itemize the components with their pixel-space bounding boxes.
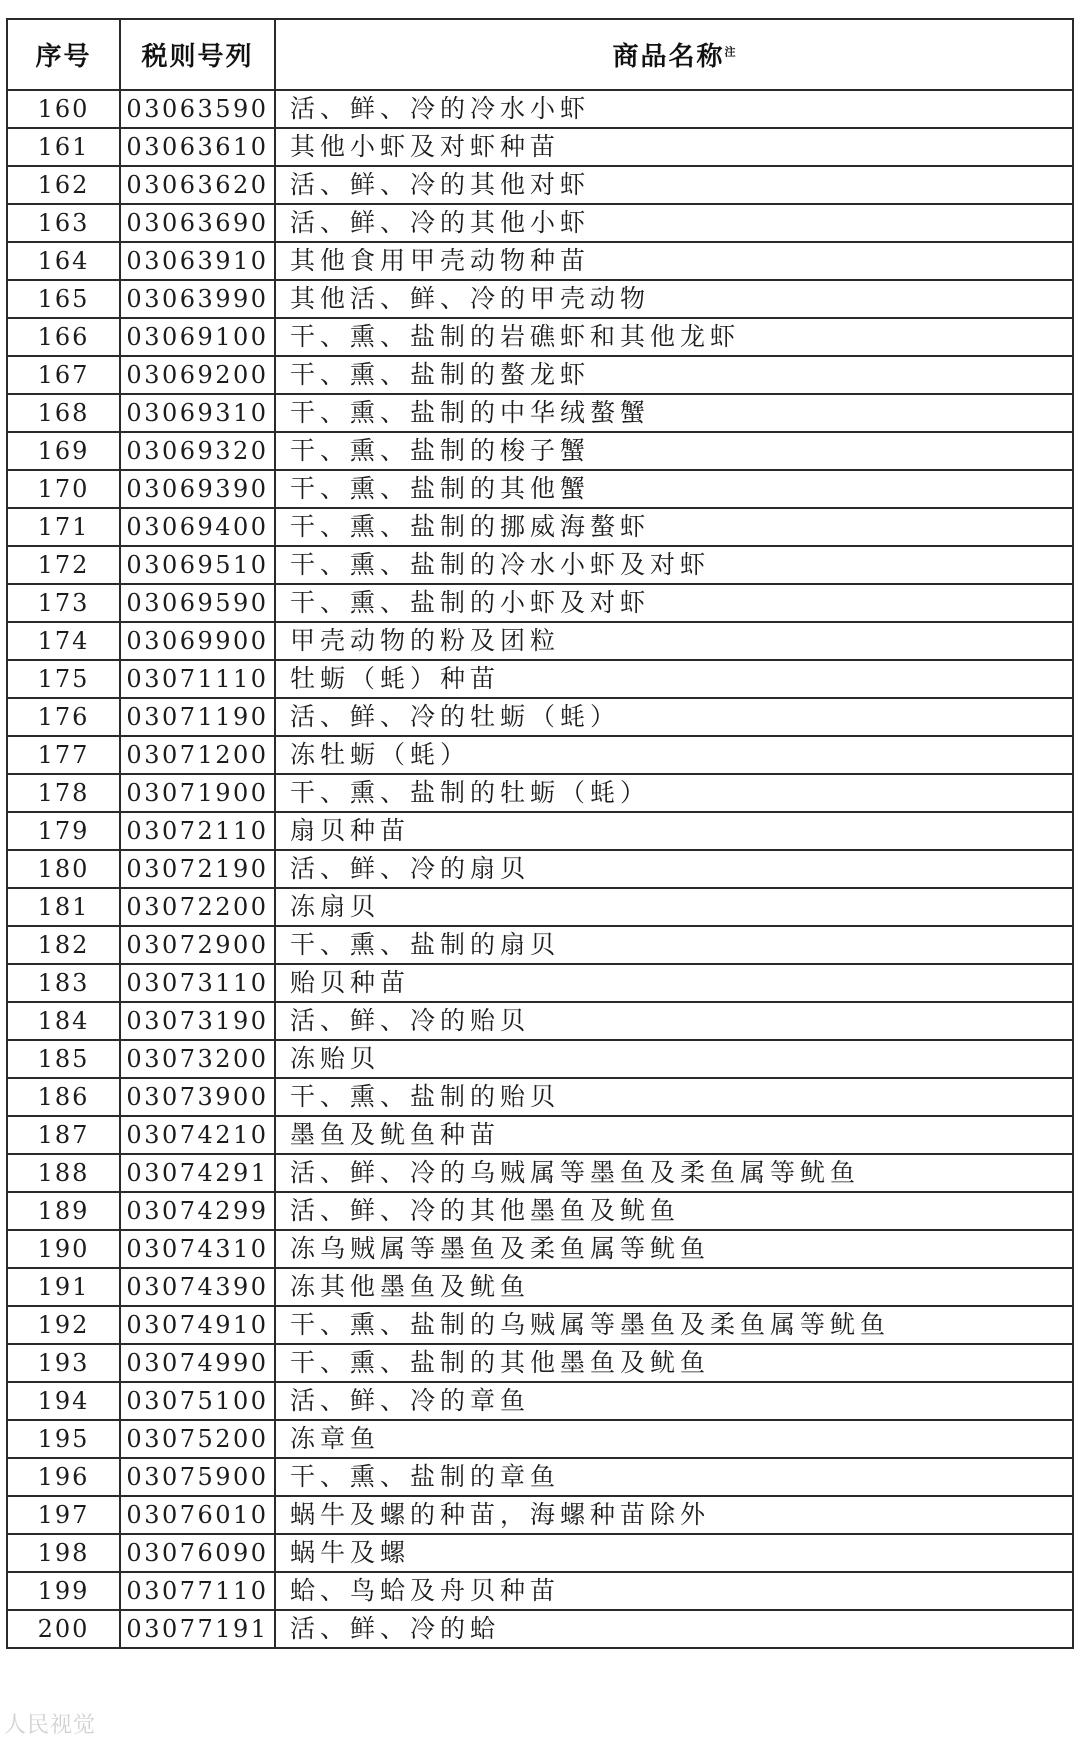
product-name-cell: 墨鱼及鱿鱼种苗	[275, 1116, 1073, 1154]
seq-cell: 163	[7, 204, 120, 242]
seq-cell: 187	[7, 1116, 120, 1154]
table-row	[7, 90, 1073, 128]
tariff-code-cell: 03063620	[120, 166, 275, 204]
seq-cell: 172	[7, 546, 120, 584]
tariff-code-cell: 03072200	[120, 888, 275, 926]
product-name-cell: 冻章鱼	[275, 1420, 1073, 1458]
product-name-cell: 其他活、鲜、冷的甲壳动物	[275, 280, 1073, 318]
seq-cell: 195	[7, 1420, 120, 1458]
tariff-code-cell: 03063690	[120, 204, 275, 242]
tariff-code-cell: 03074390	[120, 1268, 275, 1306]
seq-cell: 199	[7, 1572, 120, 1610]
product-name-cell: 冻乌贼属等墨鱼及柔鱼属等鱿鱼	[275, 1230, 1073, 1268]
product-name-cell: 干、熏、盐制的小虾及对虾	[275, 584, 1073, 622]
product-name-cell: 干、熏、盐制的扇贝	[275, 926, 1073, 964]
table-header	[7, 19, 1073, 90]
watermark: 人民视觉	[4, 1713, 97, 1738]
tariff-code-cell: 03063910	[120, 242, 275, 280]
tariff-table	[6, 18, 1074, 1649]
tariff-code-cell: 03073190	[120, 1002, 275, 1040]
seq-cell: 160	[7, 90, 120, 128]
seq-cell: 186	[7, 1078, 120, 1116]
seq-cell: 179	[7, 812, 120, 850]
product-name-cell: 活、鲜、冷的其他小虾	[275, 204, 1073, 242]
table-row	[7, 1230, 1073, 1268]
product-name-cell: 蛤、鸟蛤及舟贝种苗	[275, 1572, 1073, 1610]
tariff-code-cell: 03074291	[120, 1154, 275, 1192]
tariff-code-cell: 03063610	[120, 128, 275, 166]
product-name-cell: 干、熏、盐制的冷水小虾及对虾	[275, 546, 1073, 584]
table-row	[7, 470, 1073, 508]
seq-cell: 182	[7, 926, 120, 964]
table-row	[7, 698, 1073, 736]
tariff-code-cell: 03074910	[120, 1306, 275, 1344]
product-name-cell: 干、熏、盐制的贻贝	[275, 1078, 1073, 1116]
tariff-code-cell: 03076010	[120, 1496, 275, 1534]
table-row	[7, 1268, 1073, 1306]
seq-cell: 184	[7, 1002, 120, 1040]
seq-cell: 196	[7, 1458, 120, 1496]
seq-cell: 181	[7, 888, 120, 926]
table-row	[7, 1344, 1073, 1382]
table-row	[7, 1458, 1073, 1496]
table-row	[7, 1154, 1073, 1192]
product-name-cell: 甲壳动物的粉及团粒	[275, 622, 1073, 660]
table-row	[7, 128, 1073, 166]
seq-cell: 191	[7, 1268, 120, 1306]
tariff-code-cell: 03069400	[120, 508, 275, 546]
tariff-code-cell: 03069200	[120, 356, 275, 394]
product-name-cell: 活、鲜、冷的章鱼	[275, 1382, 1073, 1420]
product-name-cell: 活、鲜、冷的牡蛎（蚝）	[275, 698, 1073, 736]
tariff-code-cell: 03075900	[120, 1458, 275, 1496]
tariff-code-cell: 03069320	[120, 432, 275, 470]
tariff-code-cell: 03071190	[120, 698, 275, 736]
product-name-cell: 干、熏、盐制的牡蛎（蚝）	[275, 774, 1073, 812]
seq-cell: 193	[7, 1344, 120, 1382]
product-name-cell: 干、熏、盐制的乌贼属等墨鱼及柔鱼属等鱿鱼	[275, 1306, 1073, 1344]
product-name-cell: 冻贻贝	[275, 1040, 1073, 1078]
table-row	[7, 1306, 1073, 1344]
seq-cell: 178	[7, 774, 120, 812]
product-name-cell: 活、鲜、冷的扇贝	[275, 850, 1073, 888]
seq-cell: 161	[7, 128, 120, 166]
header-seq: 序号	[7, 19, 120, 90]
seq-cell: 198	[7, 1534, 120, 1572]
table-row	[7, 1420, 1073, 1458]
table-row	[7, 356, 1073, 394]
seq-cell: 185	[7, 1040, 120, 1078]
tariff-code-cell: 03072110	[120, 812, 275, 850]
tariff-code-cell: 03071200	[120, 736, 275, 774]
tariff-code-cell: 03063990	[120, 280, 275, 318]
table-row	[7, 394, 1073, 432]
product-name-cell: 活、鲜、冷的蛤	[275, 1610, 1073, 1648]
product-name-cell: 活、鲜、冷的其他墨鱼及鱿鱼	[275, 1192, 1073, 1230]
tariff-code-cell: 03074210	[120, 1116, 275, 1154]
seq-cell: 188	[7, 1154, 120, 1192]
table-row	[7, 242, 1073, 280]
tariff-code-cell: 03069900	[120, 622, 275, 660]
product-name-cell: 冻扇贝	[275, 888, 1073, 926]
tariff-code-cell: 03069590	[120, 584, 275, 622]
table-row	[7, 964, 1073, 1002]
seq-cell: 162	[7, 166, 120, 204]
table-row	[7, 432, 1073, 470]
product-name-cell: 干、熏、盐制的螯龙虾	[275, 356, 1073, 394]
product-name-cell: 冻牡蛎（蚝）	[275, 736, 1073, 774]
seq-cell: 167	[7, 356, 120, 394]
seq-cell: 197	[7, 1496, 120, 1534]
product-name-cell: 其他食用甲壳动物种苗	[275, 242, 1073, 280]
table-row	[7, 166, 1073, 204]
seq-cell: 173	[7, 584, 120, 622]
product-name-cell: 干、熏、盐制的其他墨鱼及鱿鱼	[275, 1344, 1073, 1382]
table-row	[7, 1002, 1073, 1040]
product-name-cell: 蜗牛及螺的种苗，海螺种苗除外	[275, 1496, 1073, 1534]
product-name-cell: 活、鲜、冷的乌贼属等墨鱼及柔鱼属等鱿鱼	[275, 1154, 1073, 1192]
header-row	[7, 19, 1073, 90]
header-name-note: 注	[724, 45, 736, 59]
table-row	[7, 888, 1073, 926]
header-name	[275, 19, 1073, 90]
table-row	[7, 1610, 1073, 1648]
product-name-cell: 蜗牛及螺	[275, 1534, 1073, 1572]
seq-cell: 171	[7, 508, 120, 546]
table-row	[7, 774, 1073, 812]
table-row	[7, 660, 1073, 698]
seq-cell: 200	[7, 1610, 120, 1648]
table-row	[7, 204, 1073, 242]
tariff-code-cell: 03074310	[120, 1230, 275, 1268]
table-row	[7, 1534, 1073, 1572]
seq-cell: 190	[7, 1230, 120, 1268]
tariff-code-cell: 03076090	[120, 1534, 275, 1572]
seq-cell: 177	[7, 736, 120, 774]
tariff-code-cell: 03069510	[120, 546, 275, 584]
table-row	[7, 736, 1073, 774]
product-name-cell: 牡蛎（蚝）种苗	[275, 660, 1073, 698]
tariff-code-cell: 03075200	[120, 1420, 275, 1458]
table-row	[7, 1040, 1073, 1078]
table-row	[7, 1382, 1073, 1420]
tariff-code-cell: 03072900	[120, 926, 275, 964]
product-name-cell: 干、熏、盐制的其他蟹	[275, 470, 1073, 508]
tariff-code-cell: 03077110	[120, 1572, 275, 1610]
table-row	[7, 318, 1073, 356]
tariff-code-cell: 03069390	[120, 470, 275, 508]
product-name-cell: 扇贝种苗	[275, 812, 1073, 850]
table-row	[7, 1116, 1073, 1154]
table-row	[7, 850, 1073, 888]
table-row	[7, 1078, 1073, 1116]
tariff-code-cell: 03072190	[120, 850, 275, 888]
tariff-code-cell: 03071900	[120, 774, 275, 812]
table-row	[7, 584, 1073, 622]
tariff-code-cell: 03073900	[120, 1078, 275, 1116]
product-name-cell: 干、熏、盐制的梭子蟹	[275, 432, 1073, 470]
seq-cell: 174	[7, 622, 120, 660]
seq-cell: 175	[7, 660, 120, 698]
product-name-cell: 冻其他墨鱼及鱿鱼	[275, 1268, 1073, 1306]
table-row	[7, 926, 1073, 964]
table-row	[7, 280, 1073, 318]
product-name-cell: 贻贝种苗	[275, 964, 1073, 1002]
seq-cell: 168	[7, 394, 120, 432]
product-name-cell: 干、熏、盐制的挪威海螯虾	[275, 508, 1073, 546]
tariff-code-cell: 03073200	[120, 1040, 275, 1078]
tariff-code-cell: 03074299	[120, 1192, 275, 1230]
table-row	[7, 1496, 1073, 1534]
tariff-code-cell: 03075100	[120, 1382, 275, 1420]
tariff-code-cell: 03063590	[120, 90, 275, 128]
seq-cell: 165	[7, 280, 120, 318]
seq-cell: 170	[7, 470, 120, 508]
seq-cell: 180	[7, 850, 120, 888]
tariff-code-cell: 03069310	[120, 394, 275, 432]
header-name-label: 商品名称	[612, 42, 725, 72]
table-row	[7, 508, 1073, 546]
seq-cell: 166	[7, 318, 120, 356]
product-name-cell: 活、鲜、冷的其他对虾	[275, 166, 1073, 204]
table-body	[7, 90, 1073, 1648]
seq-cell: 194	[7, 1382, 120, 1420]
table-row	[7, 812, 1073, 850]
tariff-code-cell: 03069100	[120, 318, 275, 356]
tariff-code-cell: 03071110	[120, 660, 275, 698]
tariff-code-cell: 03074990	[120, 1344, 275, 1382]
product-name-cell: 干、熏、盐制的章鱼	[275, 1458, 1073, 1496]
product-name-cell: 干、熏、盐制的岩礁虾和其他龙虾	[275, 318, 1073, 356]
product-name-cell: 其他小虾及对虾种苗	[275, 128, 1073, 166]
table-row	[7, 622, 1073, 660]
seq-cell: 189	[7, 1192, 120, 1230]
table-row	[7, 1192, 1073, 1230]
table-row	[7, 546, 1073, 584]
seq-cell: 164	[7, 242, 120, 280]
product-name-cell: 干、熏、盐制的中华绒螯蟹	[275, 394, 1073, 432]
table-row	[7, 1572, 1073, 1610]
seq-cell: 176	[7, 698, 120, 736]
seq-cell: 183	[7, 964, 120, 1002]
seq-cell: 169	[7, 432, 120, 470]
seq-cell: 192	[7, 1306, 120, 1344]
header-code: 税则号列	[120, 19, 275, 90]
tariff-code-cell: 03073110	[120, 964, 275, 1002]
product-name-cell: 活、鲜、冷的冷水小虾	[275, 90, 1073, 128]
tariff-code-cell: 03077191	[120, 1610, 275, 1648]
product-name-cell: 活、鲜、冷的贻贝	[275, 1002, 1073, 1040]
